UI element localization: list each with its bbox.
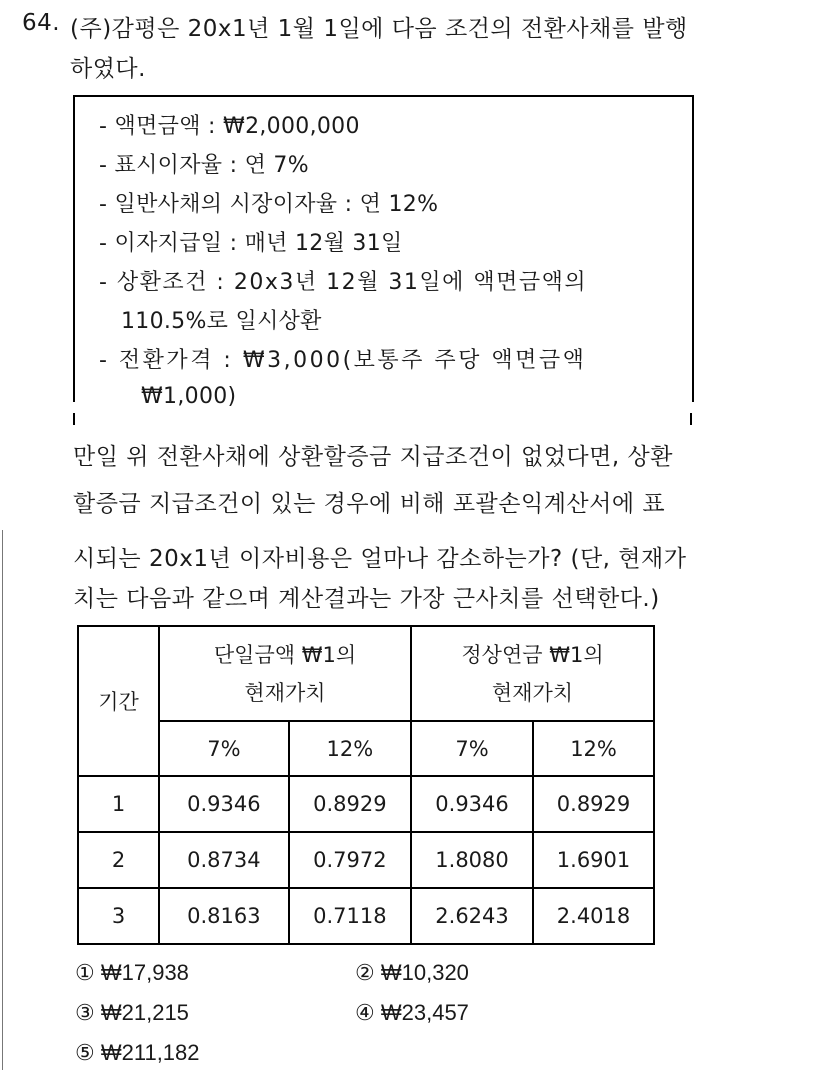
choice-2-mark: ②: [355, 960, 375, 985]
table-row: [78, 776, 654, 832]
condition-face-amount: - 액면금액 : ₩2,000,000: [99, 114, 360, 139]
choice-3-value: ₩21,215: [100, 1000, 189, 1025]
value-cell: 0.9346: [411, 776, 533, 832]
choice-4-value: ₩23,457: [380, 1000, 469, 1025]
value-cell: 0.8929: [533, 776, 654, 832]
choice-2-value: ₩10,320: [380, 960, 469, 985]
condition-conversion-price: - 전환가격 : ₩3,000(보통주 주당 액면금액: [99, 348, 587, 373]
value-cell: 0.7118: [289, 888, 411, 944]
lump-sum-header: [159, 626, 411, 721]
rate-header-annuity-12: 12%: [533, 721, 654, 776]
choice-1-mark: ①: [75, 960, 95, 985]
condition-coupon-rate: - 표시이자율 : 연 7%: [99, 153, 309, 178]
choice-1-value: ₩17,938: [100, 960, 189, 985]
condition-redemption-cont: 110.5%로 일시상환: [121, 309, 322, 334]
choice-3-mark: ③: [75, 1000, 95, 1025]
value-cell: 1.8080: [411, 832, 533, 888]
period-cell: 1: [78, 776, 159, 832]
condition-redemption: - 상환조건 : 20x3년 12월 31일에 액면금액의: [99, 270, 588, 295]
period-cell: 2: [78, 832, 159, 888]
annuity-header: [411, 626, 654, 721]
annuity-header-l2: 현재가치: [491, 680, 574, 705]
table-row: [78, 888, 654, 944]
rate-header-lump-12: 12%: [289, 721, 411, 776]
rate-header-lump-7: 7%: [159, 721, 289, 776]
choice-5-value: ₩211,182: [100, 1040, 200, 1065]
value-cell: 0.8929: [289, 776, 411, 832]
choice-5-mark: ⑤: [75, 1040, 95, 1065]
question-text-line-2: 하였다.: [70, 56, 146, 82]
question-text-line-1: (주)감평은 20x1년 1월 1일에 다음 조건의 전환사채를 발행: [70, 16, 688, 42]
condition-conversion-price-cont: ₩1,000): [141, 384, 237, 409]
question-text-clipped-line: [73, 440, 673, 470]
page-margin-line: [2, 530, 3, 1070]
conditions-box: [73, 95, 694, 409]
question-number: 64.: [22, 10, 61, 36]
value-cell: 0.8734: [159, 832, 289, 888]
choice-4-mark: ④: [355, 1000, 375, 1025]
period-cell: 3: [78, 888, 159, 944]
choice-2[interactable]: [355, 960, 469, 986]
box-tick-right: [690, 413, 692, 425]
value-cell: 0.9346: [159, 776, 289, 832]
rate-header-annuity-7: 7%: [411, 721, 533, 776]
period-header: 기간: [78, 626, 159, 776]
choice-4[interactable]: [355, 1000, 469, 1026]
choice-1[interactable]: [75, 960, 189, 986]
lump-sum-header-l1: 단일금액 ₩1의: [213, 642, 357, 667]
present-value-table: [77, 625, 655, 945]
value-cell: 2.4018: [533, 888, 654, 944]
clipped-line-text: 만일 위 전환사채에 상환할증금 지급조건이 없었다면, 상환: [73, 444, 673, 470]
annuity-header-l1: 정상연금 ₩1의: [461, 642, 604, 667]
box-tick-left: [73, 413, 75, 425]
table-row: [78, 832, 654, 888]
value-cell: 0.7972: [289, 832, 411, 888]
question-text-body-2: 시되는 20x1년 이자비용은 얼마나 감소하는가? (단, 현재가: [73, 546, 687, 572]
lump-sum-header-l2: 현재가치: [244, 680, 326, 705]
value-cell: 2.6243: [411, 888, 533, 944]
choice-5[interactable]: [75, 1040, 200, 1066]
value-cell: 1.6901: [533, 832, 654, 888]
condition-market-rate: - 일반사채의 시장이자율 : 연 12%: [99, 192, 439, 217]
question-text-body-1: 할증금 지급조건이 있는 경우에 비해 포괄손익계산서에 표: [73, 491, 666, 517]
condition-interest-date: - 이자지급일 : 매년 12월 31일: [99, 231, 403, 256]
value-cell: 0.8163: [159, 888, 289, 944]
question-text-body-3: 치는 다음과 같으며 계산결과는 가장 근사치를 선택한다.): [73, 586, 660, 612]
choice-3[interactable]: [75, 1000, 189, 1026]
